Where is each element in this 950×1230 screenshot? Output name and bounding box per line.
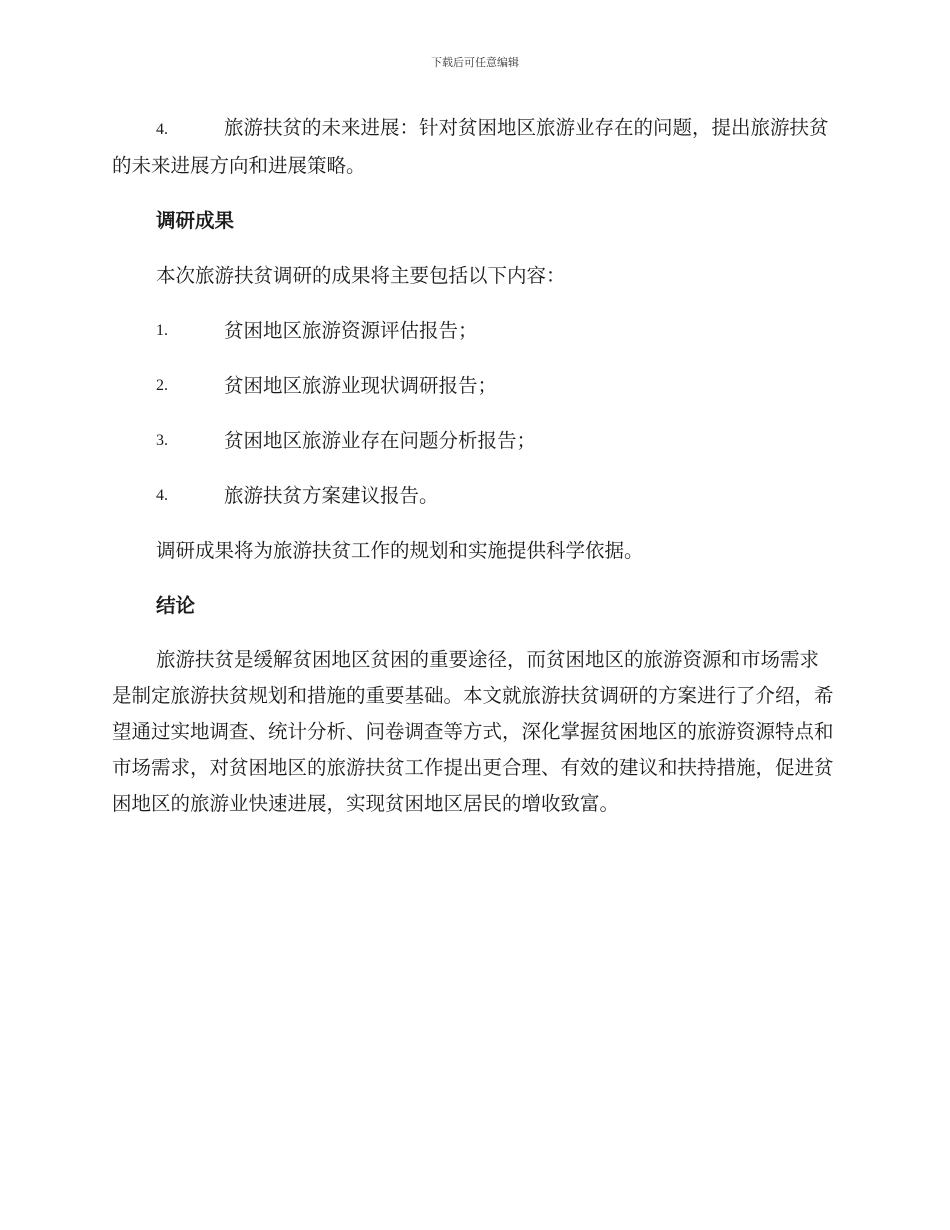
- list-item-number: 2.: [156, 377, 168, 394]
- list-item-text: 贫困地区旅游资源评估报告；: [224, 319, 478, 342]
- list-item: [112, 478, 836, 514]
- list-item-text: 贫困地区旅游业存在问题分析报告；: [224, 429, 537, 452]
- list-item-text: 旅游扶贫的未来进展：针对贫困地区旅游业存在的问题，提出旅游扶贫的未来进展方向和进展策略。: [112, 116, 829, 177]
- list-item-number: 1.: [156, 322, 168, 339]
- results-intro: 本次旅游扶贫调研的成果将主要包括以下内容：: [156, 264, 566, 287]
- list-item: [112, 313, 836, 349]
- list-item-text: 旅游扶贫方案建议报告。: [224, 484, 439, 507]
- conclusion-body: 旅游扶贫是缓解贫困地区贫困的重要途径，而贫困地区的旅游资源和市场需求是制定旅游扶贫规划和措施的重要基础。本文就旅游扶贫调研的方案进行了介绍，希望通过实地调查、统计分析、问卷调查等方式，深化掌握贫困地区的旅游资源特点和市场需求，对贫困地区的旅游扶贫工作提出更合理、有效的建议和扶持措施，促进贫困地区的旅游业快速进展，实现贫困地区居民的增收致富。: [112, 648, 834, 815]
- section-heading-conclusion: 结论: [156, 594, 196, 617]
- list-item: [112, 423, 836, 459]
- page-header: 下载后可任意编辑: [431, 56, 519, 69]
- results-closing: 调研成果将为旅游扶贫工作的规划和实施提供科学依据。: [156, 539, 644, 562]
- section-heading-results: 调研成果: [156, 209, 235, 232]
- list-item-number: 3.: [156, 432, 168, 449]
- list-item: [112, 368, 836, 404]
- list-item-number: 4.: [156, 121, 168, 138]
- list-item-text: 贫困地区旅游业现状调研报告；: [224, 374, 498, 397]
- list-item-number: 4.: [156, 487, 168, 504]
- list-item-top: [112, 110, 836, 184]
- document-body: [112, 110, 836, 822]
